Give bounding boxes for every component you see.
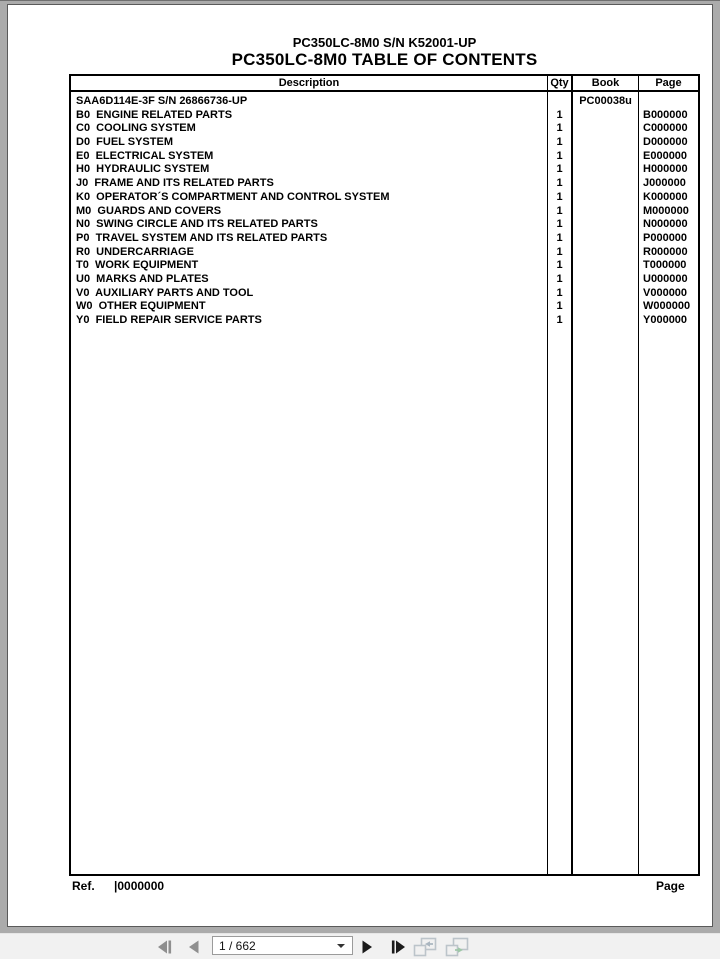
toc-row-page: K000000 <box>643 190 688 203</box>
toc-row-qty: 1 <box>556 163 563 176</box>
page-title: PC350LC-8M0 TABLE OF CONTENTS <box>231 50 538 69</box>
toc-row-qty: 1 <box>556 245 563 258</box>
toc-row-book <box>573 300 638 314</box>
header-qty: Qty <box>548 76 573 90</box>
toc-row-page: T000000 <box>643 259 687 272</box>
toc-row-qty <box>548 95 571 109</box>
toc-row-page: V000000 <box>643 286 688 299</box>
first-page-button[interactable] <box>151 934 179 959</box>
toc-description-column <box>71 92 548 874</box>
header-description: Description <box>71 76 548 90</box>
first-page-icon <box>157 940 174 954</box>
toc-row-description: N0 SWING CIRCLE AND ITS RELATED PARTS <box>76 218 318 231</box>
toc-row-book <box>573 177 638 191</box>
toc-row-page: H000000 <box>643 163 688 176</box>
toc-row-page: C000000 <box>643 122 688 135</box>
toc-row-page <box>639 95 698 109</box>
toc-row-qty: 1 <box>556 300 563 313</box>
toc-row-description: B0 ENGINE RELATED PARTS <box>76 108 233 121</box>
toc-row-qty: 1 <box>556 122 563 135</box>
toc-row-book <box>573 232 638 246</box>
toc-table-body <box>71 92 698 874</box>
toc-row-page: N000000 <box>643 218 688 231</box>
page-number-combobox[interactable] <box>212 936 353 955</box>
toc-row-page: R000000 <box>643 245 688 258</box>
toc-row-book <box>573 122 638 136</box>
toc-row-qty: 1 <box>556 231 563 244</box>
toc-row-book <box>573 259 638 273</box>
window-top-edge <box>0 0 720 1</box>
toc-row-description: V0 AUXILIARY PARTS AND TOOL <box>76 286 254 299</box>
toc-row-qty: 1 <box>556 314 563 326</box>
toc-row-book <box>573 246 638 260</box>
toc-row-book <box>573 191 638 205</box>
toc-book-column <box>573 92 639 874</box>
toc-row-page: J000000 <box>643 177 686 190</box>
toc-row-description: J0 FRAME AND ITS RELATED PARTS <box>76 177 274 190</box>
toc-row-qty: 1 <box>556 218 563 231</box>
toc-row-description: H0 HYDRAULIC SYSTEM <box>76 163 210 176</box>
previous-page-button[interactable] <box>183 934 205 959</box>
toc-row-page: E000000 <box>643 149 688 162</box>
toc-row-page: W000000 <box>643 300 691 313</box>
model-serial-title: PC350LC-8M0 S/N K52001-UP <box>292 35 477 50</box>
toc-row-page: P000000 <box>643 231 688 244</box>
previous-page-icon <box>188 940 200 954</box>
toc-row-qty: 1 <box>556 108 563 121</box>
footer-page-label: Page <box>656 879 685 893</box>
toc-row-book <box>573 205 638 219</box>
toc-row-description: Y0 FIELD REPAIR SERVICE PARTS <box>76 314 262 326</box>
toc-row-description: W0 OTHER EQUIPMENT <box>76 300 206 313</box>
toc-qty-column <box>548 92 573 874</box>
footer-ref-label: Ref. <box>72 879 95 893</box>
toc-table <box>69 74 700 876</box>
last-page-button[interactable] <box>383 934 411 959</box>
toc-row-book <box>573 287 638 301</box>
previous-view-icon <box>413 937 437 957</box>
document-header <box>69 35 700 69</box>
toc-row-page: M000000 <box>643 204 689 217</box>
page-number-input[interactable] <box>213 937 333 954</box>
header-book: Book <box>573 76 639 90</box>
next-view-button[interactable] <box>443 934 471 959</box>
toc-row-book <box>573 218 638 232</box>
toc-row-description: SAA6D114E-3F S/N 26866736-UP <box>76 95 248 107</box>
previous-view-button[interactable] <box>411 934 439 959</box>
toc-row-qty: 1 <box>556 286 563 299</box>
next-page-icon <box>361 940 373 954</box>
toc-row-qty: 1 <box>556 136 563 149</box>
toc-row-page: B000000 <box>643 108 688 121</box>
toc-row-description: U0 MARKS AND PLATES <box>76 272 209 285</box>
toc-row-book <box>573 109 638 123</box>
toc-row-qty: 1 <box>556 204 563 217</box>
toc-row-description: T0 WORK EQUIPMENT <box>76 259 199 272</box>
toc-table-header <box>71 76 698 92</box>
toc-row-description: C0 COOLING SYSTEM <box>76 122 196 135</box>
last-page-icon <box>389 940 406 954</box>
toc-row-book <box>573 163 638 177</box>
toc-row-description: R0 UNDERCARRIAGE <box>76 245 194 258</box>
next-view-icon <box>445 937 469 957</box>
toc-row-description: D0 FUEL SYSTEM <box>76 136 173 149</box>
toc-row-qty: 1 <box>556 259 563 272</box>
toc-row-description: K0 OPERATOR´S COMPARTMENT AND CONTROL SYSTEM <box>76 190 390 203</box>
toc-row-book <box>573 314 638 328</box>
chevron-down-icon[interactable] <box>337 944 345 948</box>
toc-row-page: Y000000 <box>643 314 688 326</box>
toc-row-description: P0 TRAVEL SYSTEM AND ITS RELATED PARTS <box>76 231 328 244</box>
toc-row-book <box>573 136 638 150</box>
toc-row-book <box>573 150 638 164</box>
document-page <box>7 4 713 927</box>
toc-row-qty: 1 <box>556 190 563 203</box>
status-toolbar <box>0 933 720 959</box>
toc-row-page: D000000 <box>643 136 688 149</box>
toc-row-book: PC00038u <box>579 95 632 107</box>
footer-ref-value: |0000000 <box>114 879 165 893</box>
toc-row-book <box>573 273 638 287</box>
toc-row-qty: 1 <box>556 149 563 162</box>
toc-row-description: M0 GUARDS AND COVERS <box>76 204 222 217</box>
header-page: Page <box>655 77 682 89</box>
toc-page-column <box>639 92 698 874</box>
next-page-button[interactable] <box>356 934 378 959</box>
toc-row-qty: 1 <box>556 177 563 190</box>
toc-row-qty: 1 <box>556 272 563 285</box>
toc-row-page: U000000 <box>643 272 688 285</box>
toc-row-description: E0 ELECTRICAL SYSTEM <box>76 149 214 162</box>
